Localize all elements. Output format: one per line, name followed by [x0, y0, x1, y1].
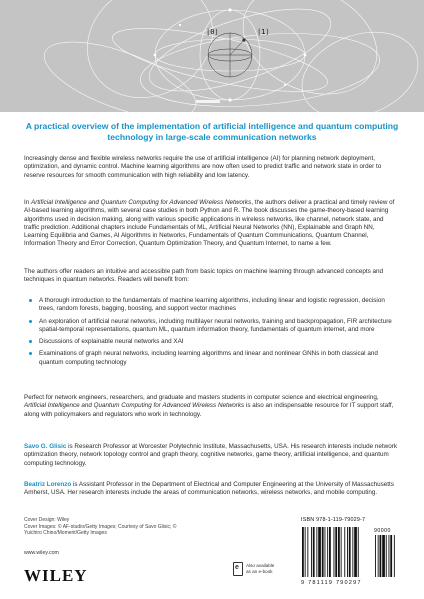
bullet-icon: [29, 299, 32, 302]
p4-body: is also an indispensable resource for IT support staff, along with policymakers and regulators who work in technology.: [24, 402, 394, 418]
bullet-icon: [29, 320, 32, 323]
author-name: Beatriz Lorenzo: [24, 481, 72, 488]
bullet-icon: [29, 352, 32, 355]
barcode-image: [301, 527, 401, 577]
ebook-line-2: as an e-book: [246, 569, 273, 574]
list-item-text: A thorough introduction to the fundamentals of machine learning algorithms, including linear and logistic regression, decision trees, random forests, bagging, boosting, and support vector machines: [39, 297, 385, 313]
tagline: A practical overview of the implementation of artificial intelligence and quantum computing technology in large-scale communication networks: [25, 121, 399, 142]
barcode-addon-number: 90000: [374, 528, 391, 534]
publisher-url[interactable]: www.wiley.com: [24, 550, 59, 556]
publisher-logo: WILEY: [24, 566, 88, 585]
list-item: [24, 318, 400, 335]
list-item-text: Examinations of graph neural networks, including learning algorithms and linear and nonlinear GNNs in both classical and quantum computing technology: [39, 350, 378, 366]
barcode-number: 9 781119 790297: [301, 580, 362, 586]
author-bio-text: is Research Professor at Worcester Polytechnic Institute, Massachusetts, USA. His research interests include network optimization theory, network topology control and graph theory, cognitive networks, game theory, artificial intelligence, and quantum computing technology.: [24, 443, 397, 467]
audience-paragraph: [24, 394, 400, 419]
list-item: [24, 350, 400, 367]
bullet-icon: [29, 340, 32, 343]
list-item-text: Discussions of explainable neural networks and XAI: [39, 338, 184, 346]
cover-images-credit: Cover Images: © AF-studio/Getty Images; Courtesy of Savo Glisic; © Yuichiro Chino/Moment/Getty Images: [24, 523, 177, 537]
description-paragraph-1: Increasingly dense and flexible wireless networks require the use of artificial intelligence (AI) for planning network deployment, optimization, and dynamic control. Machine learning algorithms are now often used to predict traffic and network state in order to reserve resources for smooth communication with high reliability and low latency.: [24, 155, 382, 179]
ket-one-label: |1⟩: [257, 28, 270, 36]
description-paragraph-3: The authors offer readers an intuitive and accessible path from basic topics on machine learning through advanced concepts and techniques in quantum networks. Readers will benefit from:: [24, 268, 384, 284]
cover-image-bloch-spheres: [0, 0, 424, 112]
book-title-italic: Artificial Intelligence and Quantum Computing for Advanced Wireless Networks: [31, 199, 252, 206]
p2-body: , the authors deliver a practical and timely review of AI-based learning algorithms, with several case studies in both Python and R. The book discusses the game-theory-based learning algorithms used in decision making, along with various specific applications in wireless networks, like channel, network state, and traffic prediction. Additional chapters include Fundamentals of ML, Artificial Neural Networks (NN), Explainable and Graph NN, Learning Equilibria and Games, AI Algorithms in Networks, Fundamentals of Quantum Communications, Quantum Channel, Information Theory and Error Correction, Quantum Optimization Theory, and Quantum Internet, to name a few.: [24, 199, 395, 248]
ket-zero-label: |0⟩: [206, 28, 219, 36]
author-bio-1: [24, 443, 400, 468]
ebook-icon: e: [233, 562, 243, 576]
list-item: [24, 297, 400, 314]
benefits-list: [24, 297, 400, 371]
p4-lead: Perfect for network engineers, researchers, and graduate and masters students in computer science and electrical engineering,: [24, 394, 379, 401]
description-paragraph-2: [24, 199, 400, 249]
author-bio-text: is Assistant Professor in the Department of Electrical and Computer Engineering at the University of Massachusetts Amherst, USA. Her research interests include the areas of communication networks, wireless networks, and mobile computing.: [24, 481, 394, 497]
cover-credits: [24, 517, 184, 537]
list-item-text: An exploration of artificial neural networks, including multilayer neural networks, training and backpropagation, FIR architecture spatial-temporal representations, quantum ML, quantum information theory, fundamentals of quantum internet, and more: [39, 317, 392, 333]
book-title-italic: Artificial Intelligence and Quantum Computing for Advanced Wireless Networks: [24, 402, 245, 410]
ebook-badge: [233, 560, 289, 582]
cover-design-credit: Cover Design: Wiley: [24, 517, 70, 523]
list-item: [24, 338, 400, 346]
p2-lead: In: [24, 199, 32, 206]
author-name: Savo G. Glisic: [24, 443, 67, 450]
author-bio-2: [24, 481, 400, 498]
bloch-sphere-illustration: [0, 0, 424, 112]
isbn-label: ISBN 978-1-119-79029-7: [301, 517, 366, 523]
ebook-line-1: Also available: [246, 563, 275, 568]
